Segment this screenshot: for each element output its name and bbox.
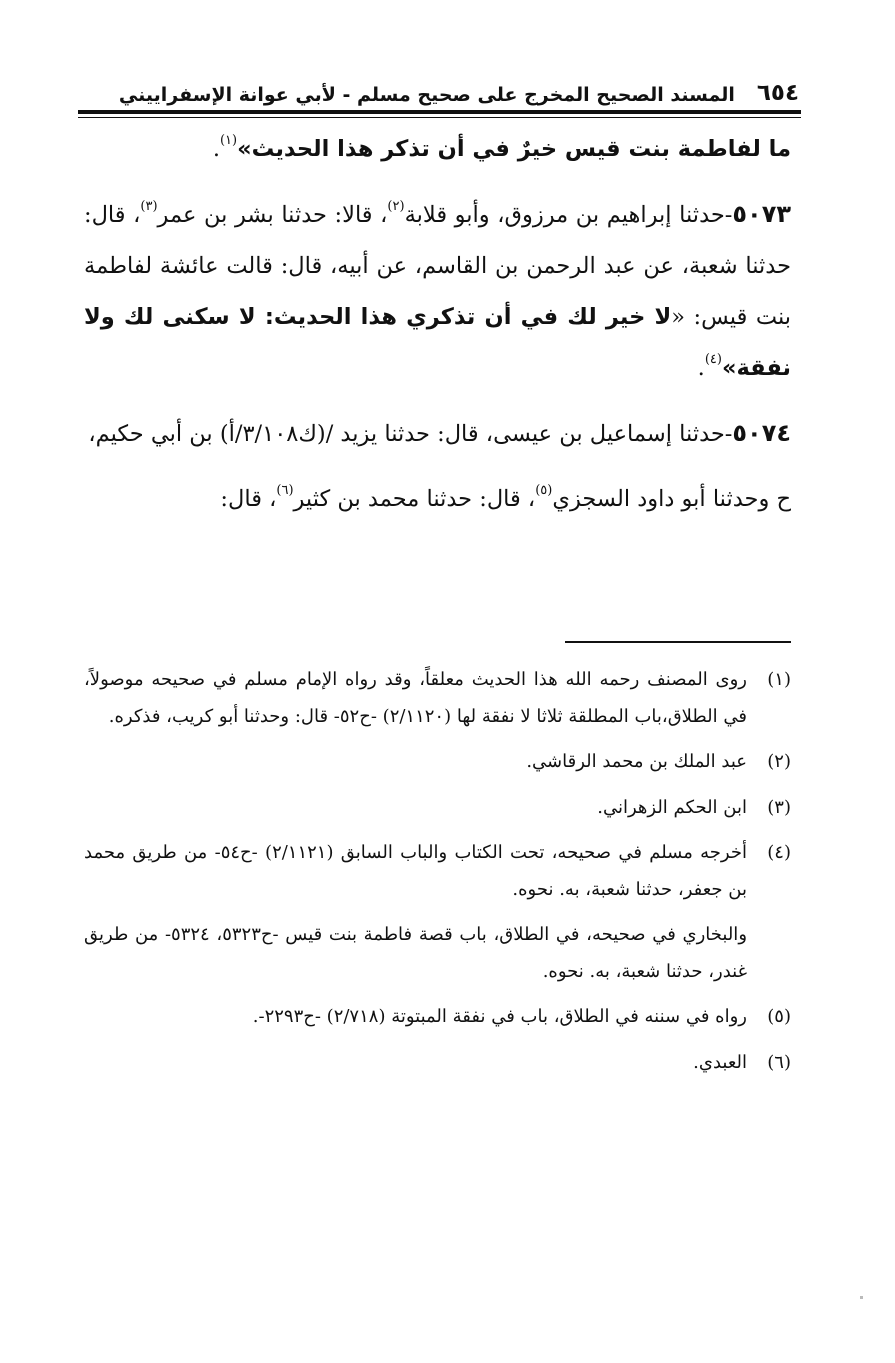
footnote-text: روى المصنف رحمه الله هذا الحديث معلقاً، وقد رواه الإمام مسلم في صحيحه موصولاً، في الطلاق،باب المطلقة ثلاثا لا نفقة لها (٢/١١٢٠) -ح٥٢- قال: وحدثنا أبو كريب، فذكره. <box>84 669 747 727</box>
hadith-number: ٥٠٧٣ <box>732 200 791 228</box>
footnote-ref: (٥) <box>535 483 553 498</box>
footnote-number: (٢) <box>767 751 791 772</box>
page-header <box>80 62 799 106</box>
footnotes <box>84 662 791 1090</box>
isnad-text: -حدثنا إسماعيل بن عيسى، قال: حدثنا يزيد /(ك٣/١٠٨/أ) بن أبي حكيم، <box>88 421 733 447</box>
footnote-ref: (١) <box>219 133 238 148</box>
paragraph-hadith-5073 <box>84 189 791 394</box>
isnad-text: ، قال: حدثنا محمد بن كثير <box>293 486 536 512</box>
main-text <box>84 124 791 525</box>
footnote-number: (١) <box>767 669 791 690</box>
punctuation: . <box>697 355 705 381</box>
running-title: المسند الصحيح المخرج على صحيح مسلم - لأبي عوانة الإسفراييني <box>118 84 735 106</box>
footnote-text: والبخاري في صحيحه، في الطلاق، باب قصة فاطمة بنت قيس -ح٥٣٢٣، ٥٣٢٤- من طريق غندر، حدثنا شعبة، به. نحوه. <box>84 924 748 982</box>
hadith-number: ٥٠٧٤ <box>732 419 791 447</box>
footnote-separator <box>565 641 791 643</box>
hadith-quote: ما لفاطمة بنت قيس خيرٌ في أن تذكر هذا الحديث» <box>237 136 791 162</box>
isnad-text: -حدثنا إبراهيم بن مرزوق، وأبو قلابة <box>404 202 733 228</box>
footnote-text: رواه في سننه في الطلاق، باب في نفقة المبتوتة (٢/٧١٨) -ح٢٢٩٣-. <box>252 1006 747 1027</box>
footnote-ref: (٣) <box>140 199 158 214</box>
footnote <box>84 835 791 908</box>
paragraph-hadith-5074 <box>84 408 791 460</box>
header-rule-thin <box>78 117 801 118</box>
footnote <box>84 1045 791 1082</box>
footnote-text: العبدي. <box>693 1051 747 1073</box>
hadith-quote: لا خير لك في أن تذكري هذا الحديث: لا سكنى لك ولا نفقة» <box>84 304 791 381</box>
footnote-text: أخرجه مسلم في صحيحه، تحت الكتاب والباب السابق (٢/١١٢١) -ح٥٤- من طريق محمد بن جعفر، حدثنا شعبة، به. نحوه. <box>84 842 747 900</box>
footnote-text: ابن الحكم الزهراني. <box>597 796 747 818</box>
footnote-number: (٤) <box>767 842 791 863</box>
isnad-text: ، قالا: حدثنا بشر بن عمر <box>157 202 388 228</box>
footnote-text: عبد الملك بن محمد الرقاشي. <box>526 751 747 772</box>
scan-speck <box>860 1296 863 1299</box>
footnote <box>84 999 791 1036</box>
footnote-number: (٦) <box>767 1051 791 1073</box>
footnote <box>84 790 791 827</box>
isnad-text: ، قال: <box>220 486 277 512</box>
footnote-number: (٣) <box>767 796 791 818</box>
footnote <box>84 662 791 735</box>
header-rule <box>78 110 801 114</box>
footnote-ref: (٦) <box>276 483 294 498</box>
isnad-text: ح وحدثنا أبو داود السجزي <box>552 486 791 512</box>
isnad-text: ، قال: حدثنا شعبة، عن عبد الرحمن بن القاسم، عن أبيه، قال: قالت عائشة لفاطمة بنت قيس: « <box>84 202 791 330</box>
paragraph-tahwil <box>84 474 791 525</box>
footnote-ref: (٤) <box>704 352 722 367</box>
punctuation: . <box>212 136 220 162</box>
footnote-number: (٥) <box>767 1006 791 1027</box>
page-number: ٦٥٤ <box>756 80 799 106</box>
paragraph-1 <box>84 124 791 175</box>
footnote-ref: (٢) <box>387 199 405 214</box>
footnote <box>84 744 791 781</box>
footnote-continuation <box>84 917 791 990</box>
